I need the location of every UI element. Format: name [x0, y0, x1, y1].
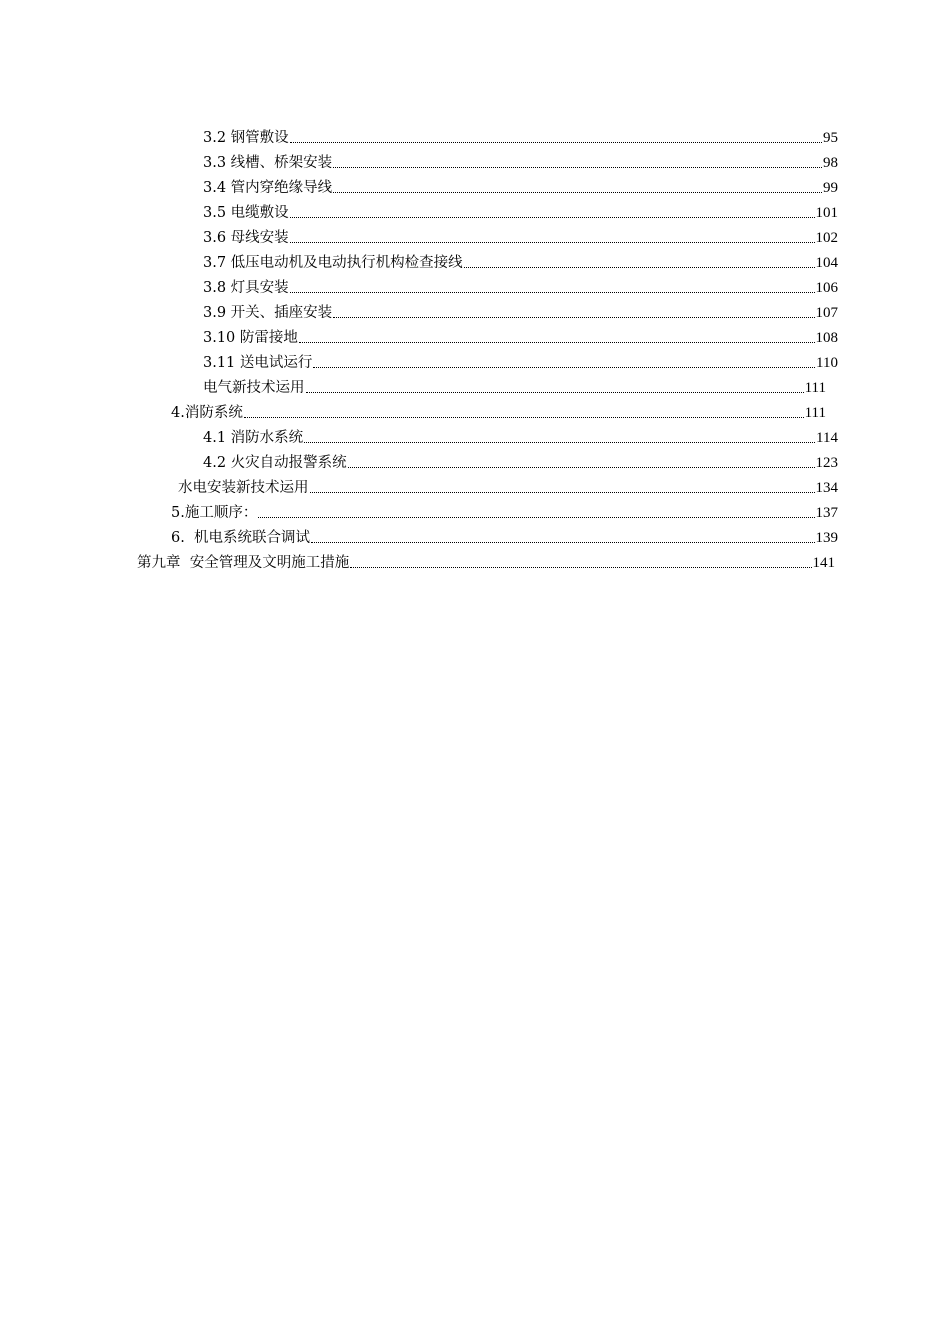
toc-entry-page: 123 — [815, 455, 838, 471]
toc-entry[interactable] — [203, 251, 838, 273]
dot-leader — [290, 241, 815, 243]
toc-entry[interactable] — [203, 376, 826, 398]
toc-entry-title: 5.施工顺序： — [171, 505, 258, 521]
toc-entry-title: 水电安装新技术运用 — [178, 480, 309, 496]
dot-leader — [350, 566, 811, 568]
toc-entry-title: 4.消防系统 — [171, 405, 243, 421]
toc-entry-title: 3.11 送电试运行 — [203, 355, 313, 371]
dot-leader — [333, 166, 822, 168]
toc-entry[interactable] — [203, 151, 838, 173]
toc-entry-title: 4.2 火灾自动报警系统 — [203, 455, 347, 471]
toc-entry[interactable] — [203, 226, 838, 248]
toc-entry-title: 3.9 开关、插座安装 — [203, 305, 333, 321]
dot-leader — [333, 316, 814, 318]
toc-entry-page: 111 — [804, 405, 826, 421]
toc-entry-title: 3.4 管内穿绝缘导线 — [203, 180, 333, 196]
dot-leader — [348, 466, 815, 468]
toc-entry-page: 102 — [815, 230, 838, 246]
toc-entry-title: 3.8 灯具安装 — [203, 280, 289, 296]
toc-entry-page: 98 — [823, 155, 838, 171]
toc-entry-page: 110 — [816, 355, 838, 371]
toc-entry-page: 107 — [815, 305, 838, 321]
table-of-contents — [0, 0, 950, 600]
toc-entry-page: 134 — [815, 480, 838, 496]
toc-entry-page: 104 — [815, 255, 838, 271]
dot-leader — [290, 141, 822, 143]
toc-entry[interactable] — [203, 126, 838, 148]
toc-entry[interactable] — [203, 176, 838, 198]
dot-leader — [290, 216, 815, 218]
toc-entry[interactable] — [203, 351, 838, 373]
toc-entry[interactable] — [171, 401, 826, 423]
toc-entry-page: 99 — [823, 180, 838, 196]
dot-leader — [313, 366, 815, 368]
dot-leader — [304, 441, 815, 443]
toc-entry-page: 114 — [816, 430, 838, 446]
toc-entry-page: 111 — [804, 380, 826, 396]
dot-leader — [310, 491, 815, 493]
dot-leader — [299, 341, 815, 343]
toc-entry-page: 108 — [815, 330, 838, 346]
toc-entry[interactable] — [203, 201, 838, 223]
dot-leader — [290, 291, 815, 293]
toc-entry-title: 3.7 低压电动机及电动执行机构检查接线 — [203, 255, 463, 271]
toc-entry-page: 106 — [815, 280, 838, 296]
dot-leader — [333, 191, 822, 193]
toc-entry-title: 4.1 消防水系统 — [203, 430, 304, 446]
toc-entry-title: 3.6 母线安装 — [203, 230, 289, 246]
toc-entry-title: 3.10 防雷接地 — [203, 330, 298, 346]
dot-leader — [306, 391, 804, 393]
toc-entry-page: 139 — [815, 530, 838, 546]
toc-entry-title: 第九章 安全管理及文明施工措施 — [137, 555, 350, 571]
toc-entry-title: 3.5 电缆敷设 — [203, 205, 289, 221]
toc-entry[interactable] — [203, 276, 838, 298]
toc-entry[interactable] — [171, 501, 838, 523]
toc-entry[interactable] — [203, 326, 838, 348]
toc-entry-page: 137 — [815, 505, 838, 521]
toc-entry-page: 101 — [815, 205, 838, 221]
toc-entry[interactable] — [203, 451, 838, 473]
dot-leader — [244, 416, 804, 418]
toc-entry-title: 3.2 钢管敷设 — [203, 130, 289, 146]
toc-entry[interactable] — [137, 551, 835, 573]
toc-entry-title: 电气新技术运用 — [203, 380, 305, 396]
toc-entry[interactable] — [203, 426, 838, 448]
toc-entry-page: 141 — [812, 555, 835, 571]
toc-entry[interactable] — [203, 301, 838, 323]
dot-leader — [258, 516, 814, 518]
toc-entry-title: 3.3 线槽、桥架安装 — [203, 155, 333, 171]
toc-entry-title: 6. 机电系统联合调试 — [171, 530, 311, 546]
toc-entry[interactable] — [171, 526, 838, 548]
toc-entry-page: 95 — [823, 130, 838, 146]
toc-entry[interactable] — [178, 476, 838, 498]
dot-leader — [464, 266, 815, 268]
dot-leader — [311, 541, 814, 543]
